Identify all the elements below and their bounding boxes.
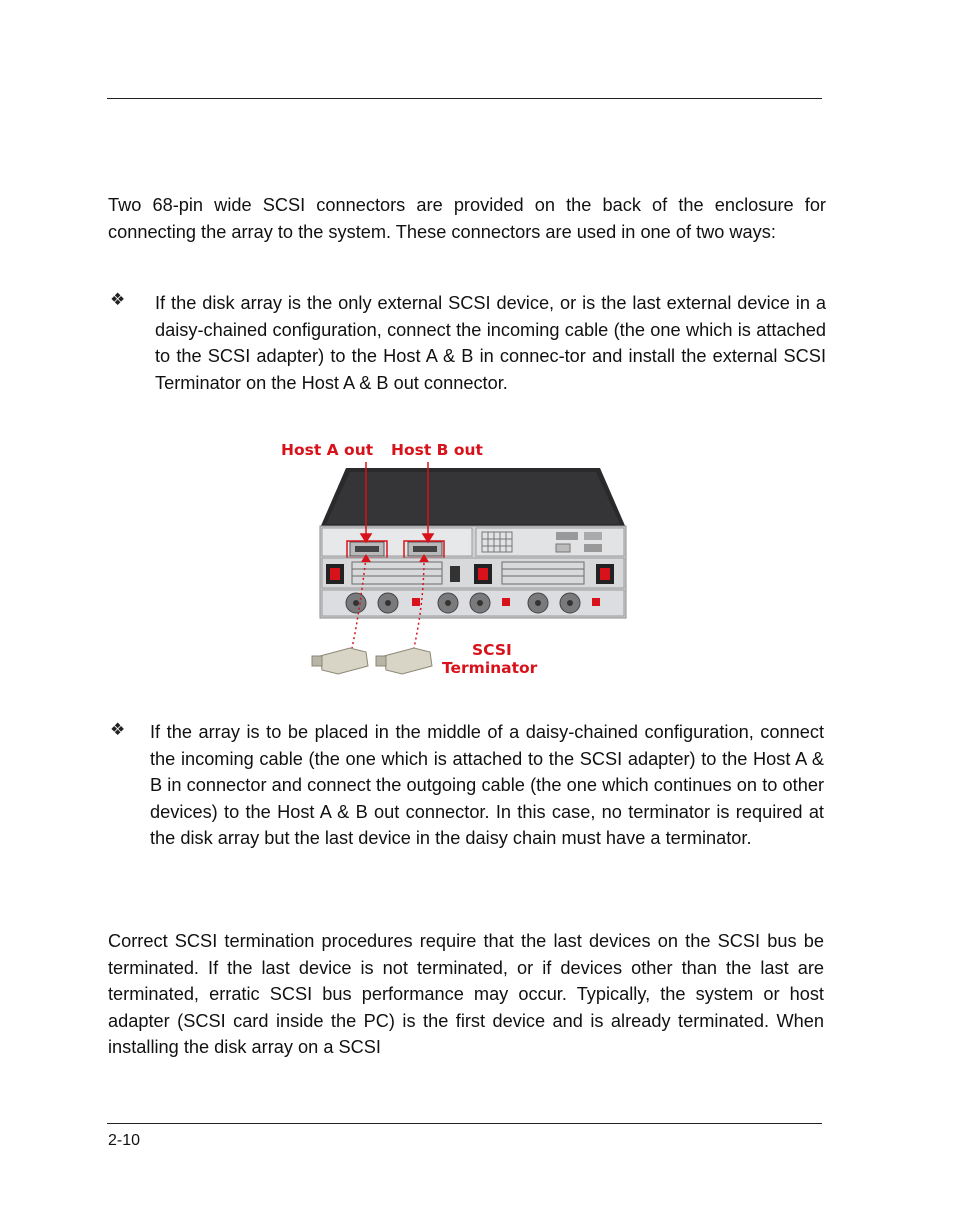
scsi-label: SCSI xyxy=(472,641,512,659)
scsi-terminator-right xyxy=(376,648,432,674)
intro-paragraph: Two 68-pin wide SCSI connectors are provided on the back of the enclosure for connecting the array to the system. These connectors are used in one of two ways: xyxy=(108,195,826,242)
diamond-bullet-icon: ❖ xyxy=(110,290,126,309)
host-b-out-label: Host B out xyxy=(391,441,483,459)
scsi-terminator-left xyxy=(312,648,368,674)
host-a-out-label: Host A out xyxy=(281,441,374,459)
host-b-connector xyxy=(408,542,442,556)
page-number: 2-10 xyxy=(108,1132,141,1149)
bullet-1-text: If the disk array is the only external SCSI device, or is the last external device in a daisy-chained configuration, connect the incoming cable (the one which is attached to the SCSI adapter) to the Host A & B in connec-tor and install the external SCSI Terminator on the Host A & B out connector. xyxy=(155,293,826,393)
termination-paragraph: Correct SCSI termination procedures require that the last devices on the SCSI bus be terminated. If the last device is not terminated, or if devices other than the last are terminated, erratic SCSI bus performance may occur. Typically, the system or host adapter (SCSI card inside the PC) is the first device and is already terminated. When installing the disk array on a SCSI xyxy=(108,931,824,1058)
bullet-2-text: If the array is to be placed in the middle of a daisy-chained configuration, connect the incoming cable (the one which is attached to the SCSI adapter) to the Host A & B in connector and connect the outgoing cable (the one which continues on to other devices) to the Host A & B out connector. In this case, no terminator is required at the disk array but the last device in the daisy chain must have a terminator. xyxy=(150,722,824,849)
terminator-label: Terminator xyxy=(442,659,538,677)
host-a-connector xyxy=(350,542,384,556)
footer-rule xyxy=(107,1123,822,1124)
diamond-bullet-icon: ❖ xyxy=(110,720,126,739)
